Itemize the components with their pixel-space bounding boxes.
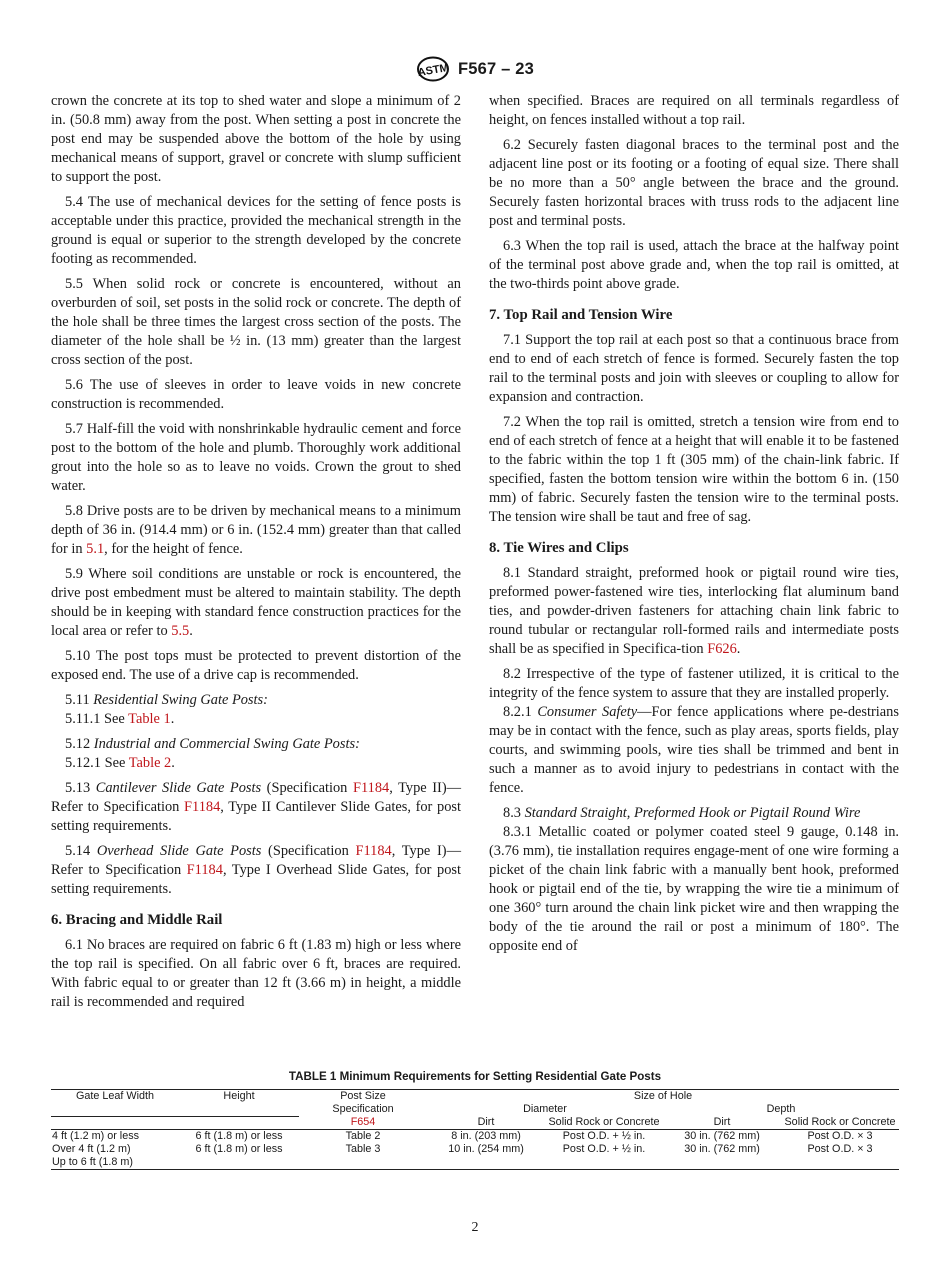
table-row bbox=[51, 1143, 899, 1156]
section-heading-7: 7. Top Rail and Tension Wire bbox=[489, 307, 673, 323]
document-id: F567 – 23 bbox=[457, 59, 535, 78]
table-cell: Over 4 ft (1.2 m) bbox=[52, 1143, 131, 1155]
paragraph-8-2-1: 8.2.1 Consumer Safety—For fence applications where pe-destrians may be in contact with the fence, such as play areas, sports fields, play courts, and swimming pools, wire ties shall be trimmed and bent in such a manner as to avoid injury to pedestrians in contact with the fence. bbox=[489, 704, 899, 796]
paragraph-6-3: 6.3 When the top rail is used, attach the brace at the halfway point of the terminal post above grade and, when the top rail is omitted, at the two-thirds point above grade. bbox=[489, 238, 899, 292]
link-f654[interactable]: F654 bbox=[299, 1116, 427, 1130]
paragraph-5-5: 5.5 When solid rock or concrete is encountered, without an overburden of soil, set posts in the solid rock or concrete. The depth of the hole shall be three times the largest cross section of the posts. The diameter of the hole shall be ½ in. (13 mm) greater than the largest cross section of the post. bbox=[51, 276, 461, 368]
link-f1184[interactable]: F1184 bbox=[186, 862, 223, 878]
paragraph-5-11: 5.11 Residential Swing Gate Posts: bbox=[65, 692, 268, 708]
section-heading-8: 8. Tie Wires and Clips bbox=[489, 540, 629, 556]
table-cell: Post O.D. × 3 bbox=[807, 1130, 873, 1142]
link-f626[interactable]: F626 bbox=[707, 641, 737, 657]
paragraph-5-7: 5.7 Half-fill the void with nonshrinkable hydraulic cement and force post to the bottom of the hole and plumb. Thoroughly work additional grout into the hole so as to leave no voids. Crown the grout to shed water. bbox=[51, 421, 461, 494]
table-1 bbox=[51, 1070, 899, 1170]
table-cell: 4 ft (1.2 m) or less bbox=[52, 1130, 139, 1142]
table-cell: 8 in. (203 mm) bbox=[451, 1130, 521, 1142]
table-cell: Post O.D. + ½ in. bbox=[562, 1143, 646, 1155]
paragraph-8-3-1: 8.3.1 Metallic coated or polymer coated steel 9 gauge, 0.148 in. (3.76 mm), tie installation requires engage-ment of one wire forming a picket of the chain link fabric with a manually bent hook, preformed hook or pigtail end of the tie, by wrapping the wire tie a minimum of one 360° turn around the chain link picket wire and then wrapping the body of the tie around the rail or post a minimum of 180°. The opposite end of bbox=[489, 824, 899, 954]
link-section-5-5[interactable]: 5.5 bbox=[171, 623, 190, 639]
column-header: Gate Leaf Width bbox=[51, 1090, 179, 1104]
paragraph-7-1: 7.1 Support the top rail at each post so that a continuous brace from end to end of each stretch of fence is formed. Securely fasten the top rail to the terminal posts and join with sleeves or coupling to allow for expansion and contraction. bbox=[489, 332, 899, 405]
paragraph-5-12: 5.12 Industrial and Commercial Swing Gate Posts: bbox=[65, 736, 360, 752]
table-cell: 10 in. (254 mm) bbox=[448, 1143, 524, 1155]
astm-logo-icon bbox=[416, 56, 450, 82]
column-header: Size of Hole bbox=[427, 1090, 899, 1104]
paragraph-8-2: 8.2 Irrespective of the type of fastener utilized, it is critical to the integrity of the fence system to assure that they are installed properly. bbox=[489, 666, 899, 701]
column-header: Solid Rock or Concrete bbox=[545, 1116, 663, 1130]
paragraph-5-6: 5.6 The use of sleeves in order to leave voids in new concrete construction is recommended. bbox=[51, 377, 461, 412]
table-title: TABLE 1 Minimum Requirements for Setting Residential Gate Posts bbox=[288, 1070, 662, 1083]
paragraph-5-8: 5.8 Drive posts are to be driven by mechanical means to a minimum depth of 36 in. (914.4 mm) or 6 in. (152.4 mm) greater than that called for in 5.1, for the height of fence. bbox=[51, 503, 461, 557]
column-header: Dirt bbox=[427, 1116, 545, 1130]
paragraph-5-3-continued: crown the concrete at its top to shed water and slope a minimum of 2 in. (50.8 mm) away from the post. When setting a post in concrete the post end may be suspended above the bottom of the hole by using mechanical means of support, gravel or concrete with slump sufficient to support the post. bbox=[51, 93, 461, 185]
paragraph-6-1: 6.1 No braces are required on fabric 6 ft (1.83 m) high or less where the top rail is specified. On all fabric over 6 ft, braces are required. With fabric equal to or greater than 12 ft (3.66 m) in height, a middle rail is recommended and required bbox=[51, 937, 461, 1010]
table-cell: Up to 6 ft (1.8 m) bbox=[51, 1156, 179, 1170]
svg-text:ASTM: ASTM bbox=[416, 61, 450, 80]
link-f1184[interactable]: F1184 bbox=[184, 799, 221, 815]
paragraph-8-1: 8.1 Standard straight, preformed hook or pigtail round wire ties, preformed power-fastened wire ties, interlocking flat aluminum band ties, and powder-driven fasteners for attaching chain link fabric to round tubular or rectangular roll-formed rails and intermediate posts shall be as specified in Specifica-tion F626. bbox=[489, 565, 899, 657]
paragraph-5-9: 5.9 Where soil conditions are unstable or rock is encountered, the drive post embedment must be altered to maintain stability. The depth should be in keeping with standard fence construction practices for the local area or refer to 5.5. bbox=[51, 566, 461, 639]
table-cell: Post O.D. × 3 bbox=[807, 1143, 873, 1155]
table-cell: 30 in. (762 mm) bbox=[684, 1143, 760, 1155]
link-table-2[interactable]: Table 2 bbox=[128, 755, 172, 771]
right-column bbox=[489, 92, 899, 962]
link-section-5-1[interactable]: 5.1 bbox=[86, 541, 105, 557]
section-heading-6: 6. Bracing and Middle Rail bbox=[51, 912, 223, 928]
column-header: Height bbox=[179, 1090, 299, 1104]
paragraph-5-4: 5.4 The use of mechanical devices for the setting of fence posts is acceptable under this practice, provided the mechanical strength in the ground is equal or superior to the strength developed by the concrete footing as recommended. bbox=[51, 194, 461, 267]
table-row bbox=[51, 1130, 899, 1144]
paragraph-7-2: 7.2 When the top rail is omitted, stretch a tension wire from end to end of each stretch of fence at a height that will enable it to be fastened to the fabric within the top 1 ft (305 mm) of the chain-link fabric. If specified, fasten the bottom tension wire within the bottom 6 in. (150 mm) of fabric. Securely fasten the tension wire to the terminal posts. The tension wire shall be taut and free of sag. bbox=[489, 414, 899, 525]
table-header-row bbox=[51, 1090, 899, 1104]
paragraph-5-13: 5.13 Cantilever Slide Gate Posts (Specification F1184, Type II)—Refer to Specification F1184, Type II Cantilever Slide Gates, for post setting requirements. bbox=[51, 780, 461, 834]
page-number: 2 bbox=[471, 1220, 479, 1235]
table-cell: 30 in. (762 mm) bbox=[684, 1130, 760, 1142]
column-header: Specification bbox=[332, 1103, 394, 1115]
table-header-row bbox=[51, 1103, 899, 1116]
table-header-row bbox=[51, 1116, 899, 1130]
table-cell: Table 3 bbox=[345, 1143, 381, 1155]
table-cell: 6 ft (1.8 m) or less bbox=[195, 1130, 283, 1142]
paragraph-6-2: 6.2 Securely fasten diagonal braces to the terminal post and the adjacent line post or its footing or a footing of equal size. There shall be no more than a 50° angle between the brace and the ground. Securely fasten horizontal braces with truss rods to the adjacent line post and terminal posts. bbox=[489, 137, 899, 229]
column-header: Solid Rock or Concrete bbox=[781, 1116, 899, 1130]
link-f1184[interactable]: F1184 bbox=[352, 780, 390, 796]
table-cell: Table 2 bbox=[345, 1130, 381, 1142]
column-header: Depth bbox=[766, 1103, 796, 1115]
paragraph-5-11-1: 5.11.1 See Table 1. bbox=[65, 711, 175, 727]
column-header: Post Size bbox=[299, 1090, 427, 1104]
link-table-1[interactable]: Table 1 bbox=[128, 711, 171, 727]
table-1-grid bbox=[51, 1089, 899, 1170]
paragraph-6-1-continued: when specified. Braces are required on all terminals regardless of height, on fences installed without a top rail. bbox=[489, 93, 899, 128]
table-cell: 6 ft (1.8 m) or less bbox=[195, 1143, 283, 1155]
paragraph-5-10: 5.10 The post tops must be protected to prevent distortion of the exposed end. The use of a drive cap is recommended. bbox=[51, 648, 461, 683]
table-row bbox=[51, 1156, 899, 1170]
table-cell: Post O.D. + ½ in. bbox=[562, 1130, 646, 1142]
paragraph-5-12-1: 5.12.1 See Table 2. bbox=[65, 755, 175, 771]
paragraph-5-14: 5.14 Overhead Slide Gate Posts (Specification F1184, Type I)—Refer to Specification F1184, Type I Overhead Slide Gates, for post setting requirements. bbox=[51, 843, 461, 897]
page-header bbox=[0, 56, 950, 82]
column-header: Dirt bbox=[663, 1116, 781, 1130]
link-f1184[interactable]: F1184 bbox=[355, 843, 392, 859]
paragraph-8-3: 8.3 Standard Straight, Preformed Hook or Pigtail Round Wire bbox=[503, 805, 861, 821]
column-header: Diameter bbox=[523, 1103, 567, 1115]
left-column bbox=[51, 92, 461, 1018]
